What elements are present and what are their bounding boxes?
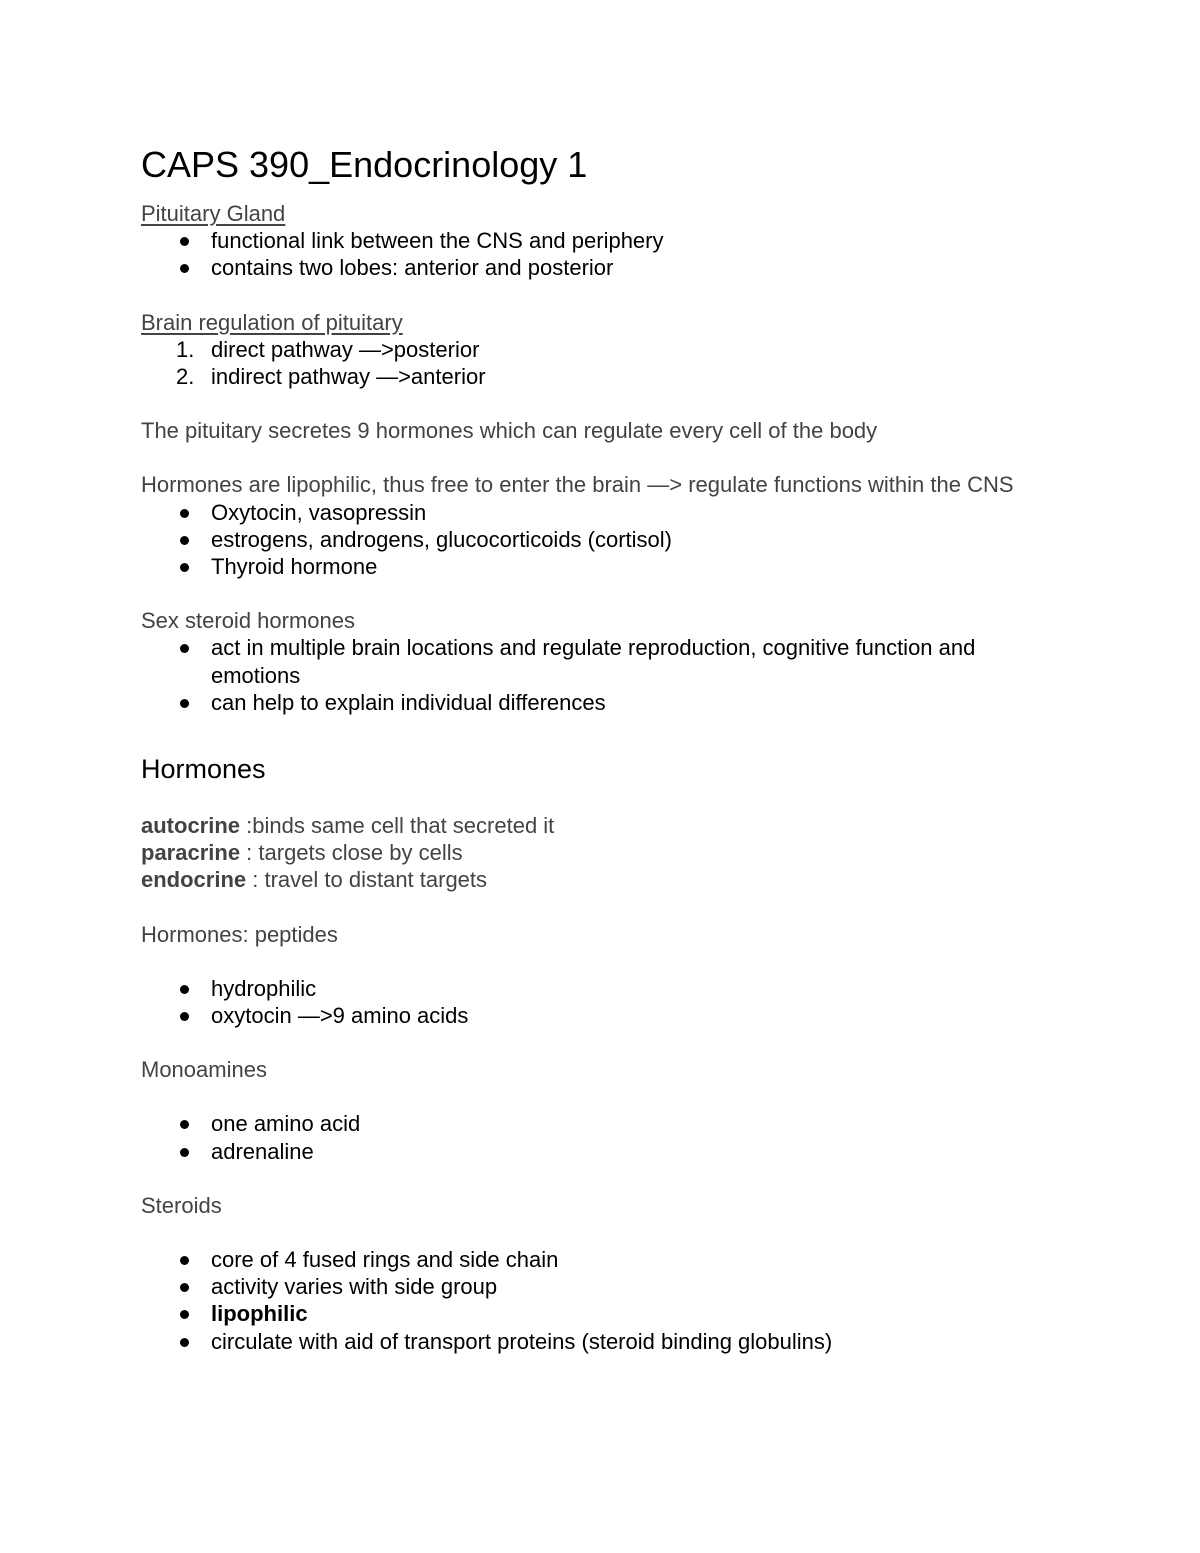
definition-term: paracrine (141, 840, 241, 866)
list-item (141, 1300, 1040, 1327)
definition-desc: : travel to distant targets (246, 867, 488, 893)
list-item: hydrophilic (141, 975, 1040, 1002)
hormones-heading: Hormones (141, 754, 266, 785)
sex-steroid-heading: Sex steroid hormones (141, 608, 355, 634)
definition-term: autocrine (141, 813, 241, 839)
steroids-list (141, 1246, 1040, 1355)
list-item-bold: lipophilic (211, 1301, 308, 1327)
definition-row (141, 839, 1040, 866)
definition-row (141, 812, 1040, 839)
brain-regulation-heading: Brain regulation of pituitary (141, 309, 403, 335)
steroids-heading: Steroids (141, 1192, 222, 1218)
list-item: functional link between the CNS and periphery (141, 227, 1040, 254)
list-item: Thyroid hormone (141, 553, 1040, 580)
definition-desc: : targets close by cells (240, 840, 463, 866)
list-item: adrenaline (141, 1138, 1040, 1165)
peptides-list (141, 975, 1040, 1029)
item-number: 1. (176, 336, 195, 362)
peptides-heading: Hormones: peptides (141, 921, 338, 947)
lipophilic-paragraph: Hormones are lipophilic, thus free to enter the brain —> regulate functions within the CNS (141, 472, 1014, 498)
lipophilic-list (141, 499, 1040, 581)
item-number: 2. (176, 364, 195, 390)
pituitary-list (141, 227, 1040, 281)
list-item: oxytocin —>9 amino acids (141, 1002, 1040, 1029)
item-text: direct pathway —>posterior (211, 336, 480, 362)
list-item: one amino acid (141, 1110, 1040, 1137)
list-item: Oxytocin, vasopressin (141, 499, 1040, 526)
item-text: indirect pathway —>anterior (211, 364, 486, 390)
list-item: act in multiple brain locations and regulate reproduction, cognitive function and emotions (141, 634, 1040, 688)
definition-desc: :binds same cell that secreted it (240, 813, 555, 839)
sex-steroid-list (141, 634, 1040, 716)
list-item: activity varies with side group (141, 1273, 1040, 1300)
list-item: core of 4 fused rings and side chain (141, 1246, 1040, 1273)
list-item: circulate with aid of transport proteins (steroid binding globulins) (141, 1328, 1040, 1355)
list-item: can help to explain individual differences (141, 689, 1040, 716)
monoamines-list (141, 1110, 1040, 1164)
monoamines-heading: Monoamines (141, 1057, 267, 1083)
definition-row (141, 866, 1040, 893)
page-title: CAPS 390_Endocrinology 1 (141, 144, 588, 185)
pituitary-heading: Pituitary Gland (141, 201, 286, 226)
numbered-item (141, 336, 1040, 363)
secretes-paragraph: The pituitary secretes 9 hormones which can regulate every cell of the body (141, 418, 878, 444)
list-item: estrogens, androgens, glucocorticoids (cortisol) (141, 526, 1040, 553)
list-item: contains two lobes: anterior and posterior (141, 254, 1040, 281)
definition-term: endocrine (141, 867, 247, 893)
numbered-item (141, 363, 1040, 390)
brain-regulation-list (141, 336, 1040, 390)
